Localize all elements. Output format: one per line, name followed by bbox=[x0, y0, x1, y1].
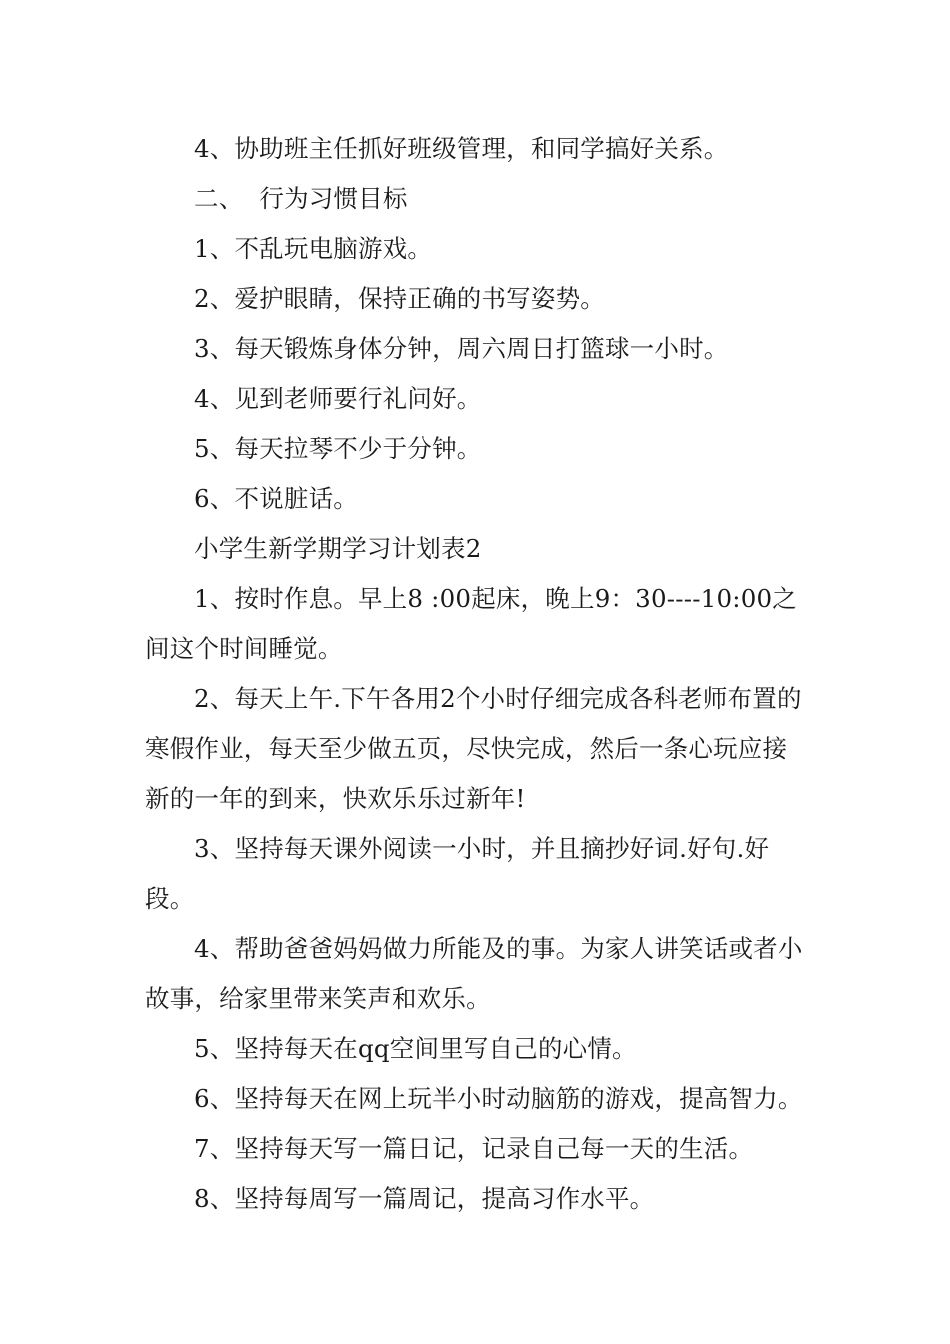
paragraph-habit-2: 2、爱护眼睛，保持正确的书写姿势。 bbox=[194, 284, 605, 313]
section-title-study-plan-2: 小学生新学期学习计划表2 bbox=[194, 534, 482, 563]
paragraph-plan-8: 8、坚持每周写一篇周记，提高习作水平。 bbox=[194, 1184, 655, 1213]
paragraph-habit-1: 1、不乱玩电脑游戏。 bbox=[194, 234, 433, 263]
paragraph-habit-5: 5、每天拉琴不少于分钟。 bbox=[194, 434, 482, 463]
paragraph-plan-5: 5、坚持每天在qq空间里写自己的心情。 bbox=[194, 1034, 637, 1063]
paragraph-plan-2: 2、每天上午.下午各用2个小时仔细完成各科老师布置的寒假作业，每天至少做五页，尽快完成，然后一条心玩应接新的一年的到来，快欢乐乐过新年! bbox=[145, 684, 802, 813]
paragraph-habit-4: 4、见到老师要行礼问好。 bbox=[194, 384, 482, 413]
paragraph-plan-4: 4、帮助爸爸妈妈做力所能及的事。为家人讲笑话或者小故事，给家里带来笑声和欢乐。 bbox=[145, 934, 803, 1013]
paragraph-plan-1: 1、按时作息。早上8 :00起床，晚上9：30----10:00之间这个时间睡觉。 bbox=[145, 584, 797, 663]
document-body bbox=[145, 124, 807, 1224]
paragraph-plan-3: 3、坚持每天课外阅读一小时，并且摘抄好词.好句.好段。 bbox=[145, 834, 770, 913]
paragraph-plan-7: 7、坚持每天写一篇日记，记录自己每一天的生活。 bbox=[194, 1134, 754, 1163]
section-heading-behavior-goals: 二、 行为习惯目标 bbox=[194, 184, 408, 213]
paragraph-habit-6: 6、不说脏话。 bbox=[194, 484, 358, 513]
paragraph-goal-4-class-management: 4、协助班主任抓好班级管理，和同学搞好关系。 bbox=[194, 134, 729, 163]
paragraph-habit-3: 3、每天锻炼身体分钟，周六周日打篮球一小时。 bbox=[194, 334, 729, 363]
paragraph-plan-6: 6、坚持每天在网上玩半小时动脑筋的游戏，提高智力。 bbox=[194, 1084, 803, 1113]
